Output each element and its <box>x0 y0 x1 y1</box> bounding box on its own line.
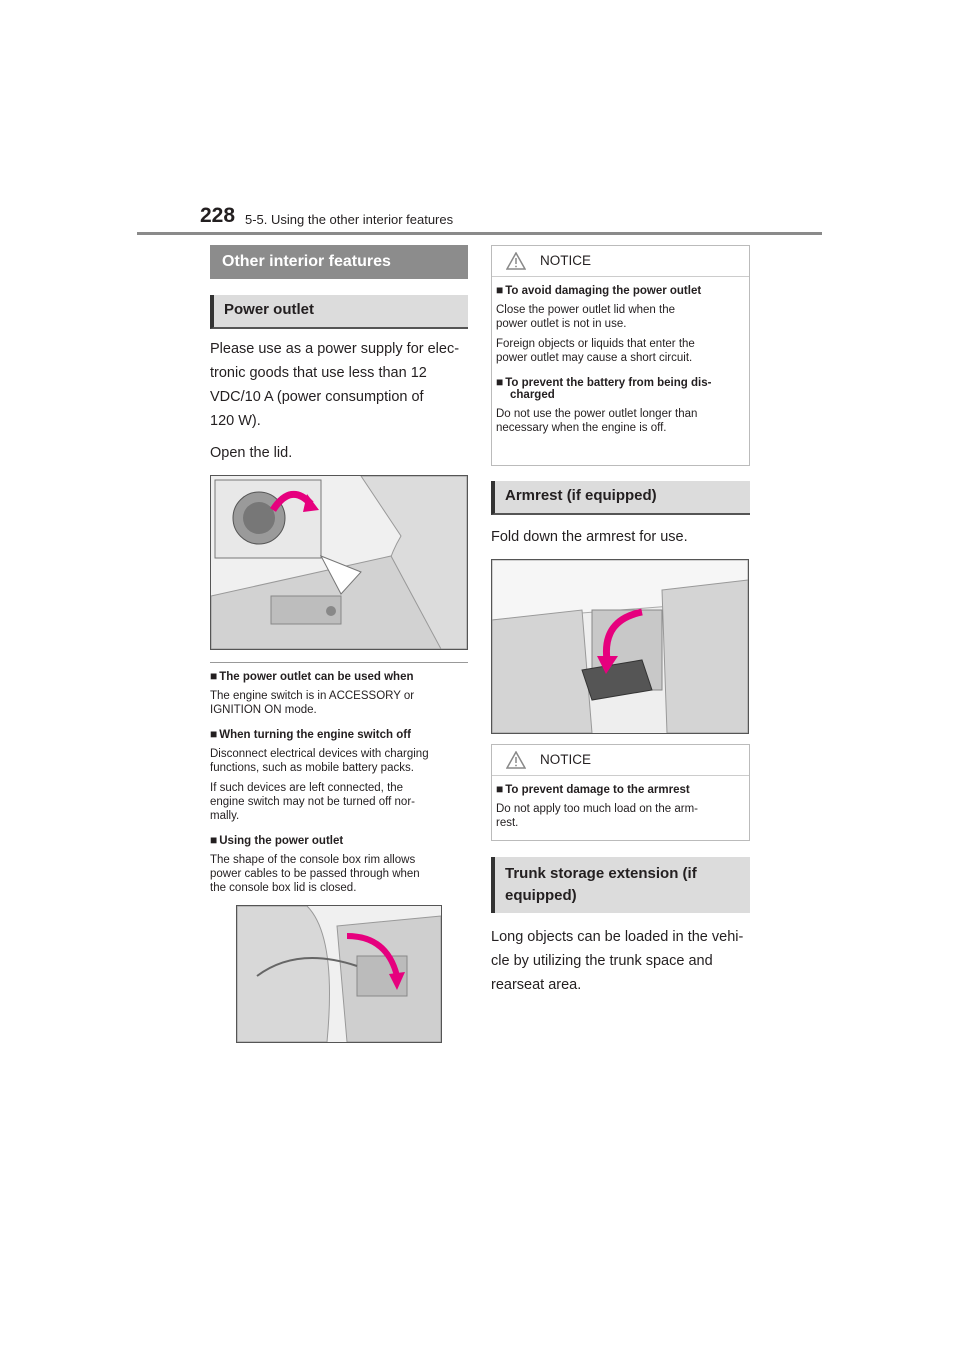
page-number: 228 <box>200 204 236 227</box>
notice-line: Close the power outlet lid when the <box>496 304 675 316</box>
armrest-heading: Armrest (if equipped) <box>491 481 750 515</box>
notice-line: Foreign objects or liquids that enter the <box>496 338 695 350</box>
note-line: If such devices are left connected, the <box>210 782 404 794</box>
notice-line: Do not use the power outlet longer than <box>496 408 698 420</box>
square-bullet-icon: ■ <box>496 283 504 297</box>
notice-paragraph <box>496 802 745 830</box>
notice-header <box>492 745 749 776</box>
note-paragraph <box>210 689 468 717</box>
note-paragraph <box>210 747 468 775</box>
intro-line: 120 W). <box>210 413 261 429</box>
note-line: The shape of the console box rim allows <box>210 854 416 866</box>
notice-line: necessary when the engine is off. <box>496 422 667 434</box>
square-bullet-icon: ■ <box>210 669 218 683</box>
notice-box-armrest <box>491 744 750 841</box>
page-header <box>200 204 820 234</box>
notice-line: power outlet may cause a short circuit. <box>496 352 693 364</box>
trunk-line: Long objects can be loaded in the vehi- <box>491 929 744 945</box>
square-bullet-icon: ■ <box>210 727 218 741</box>
notice-body <box>492 277 749 443</box>
note-line: mally. <box>210 810 240 822</box>
notice-item-title <box>496 375 745 401</box>
note-paragraph <box>210 853 468 895</box>
chapter-banner: Other interior features <box>210 245 468 279</box>
section-title: 5-5. Using the other interior features <box>245 212 454 227</box>
notice-paragraph <box>496 407 745 435</box>
note-line: The engine switch is in ACCESSORY or <box>210 690 415 702</box>
intro-line: Please use as a power supply for elec- <box>210 341 460 357</box>
notice-item-title-text: To avoid damaging the power outlet <box>505 285 702 297</box>
notice-label: NOTICE <box>540 253 592 268</box>
notice-line: power outlet is not in use. <box>496 318 627 330</box>
note-line: engine switch may not be turned off nor- <box>210 796 415 808</box>
note-title-text: The power outlet can be used when <box>219 671 414 683</box>
notice-line: Do not apply too much load on the arm- <box>496 803 699 815</box>
trunk-text <box>491 925 750 997</box>
power-outlet-heading: Power outlet <box>210 295 468 329</box>
notice-line: rest. <box>496 817 519 829</box>
note-line: functions, such as mobile battery packs. <box>210 762 414 774</box>
warning-triangle-icon <box>506 252 526 270</box>
note-title-text: Using the power outlet <box>219 835 344 847</box>
notice-paragraph <box>496 303 745 331</box>
note-paragraph <box>210 781 468 823</box>
power-outlet-intro <box>210 337 468 433</box>
left-column <box>210 245 468 1043</box>
trunk-line: rearseat area. <box>491 977 582 993</box>
intro-line: VDC/10 A (power consumption of <box>210 389 424 405</box>
console-cable-illustration <box>236 905 442 1043</box>
armrest-text: Fold down the armrest for use. <box>491 529 688 545</box>
note-line: the console box lid is closed. <box>210 882 357 894</box>
right-column <box>491 245 750 997</box>
note-line: Disconnect electrical devices with charging <box>210 748 429 760</box>
note-title-text: When turning the engine switch off <box>219 729 411 741</box>
trunk-heading-line: Trunk storage extension (if <box>505 865 697 882</box>
trunk-heading-line: equipped) <box>505 887 577 904</box>
trunk-heading <box>491 857 750 913</box>
open-lid-step: Open the lid. <box>210 445 293 461</box>
armrest-illustration <box>491 559 749 734</box>
notice-box-power-outlet <box>491 245 750 466</box>
notice-item-title <box>496 283 745 297</box>
square-bullet-icon: ■ <box>496 782 504 796</box>
power-outlet-illustration <box>210 475 468 650</box>
notice-item-title <box>496 782 745 796</box>
note-title <box>210 833 468 847</box>
note-title <box>210 669 468 683</box>
note-line: IGNITION ON mode. <box>210 704 317 716</box>
notice-item-title-text: To prevent the battery from being dis- <box>505 377 712 389</box>
note-title <box>210 727 468 741</box>
intro-line: tronic goods that use less than 12 <box>210 365 427 381</box>
notice-item-title-text: To prevent damage to the armrest <box>505 784 690 796</box>
notice-body <box>492 776 749 838</box>
header-rule <box>137 232 822 235</box>
square-bullet-icon: ■ <box>496 375 504 389</box>
square-bullet-icon: ■ <box>210 833 218 847</box>
notice-header <box>492 246 749 277</box>
note-line: power cables to be passed through when <box>210 868 420 880</box>
warning-triangle-icon <box>506 751 526 769</box>
notice-item-title-text: charged <box>510 389 555 401</box>
trunk-line: cle by utilizing the trunk space and <box>491 953 713 969</box>
notice-paragraph <box>496 337 745 365</box>
notice-label: NOTICE <box>540 752 592 767</box>
